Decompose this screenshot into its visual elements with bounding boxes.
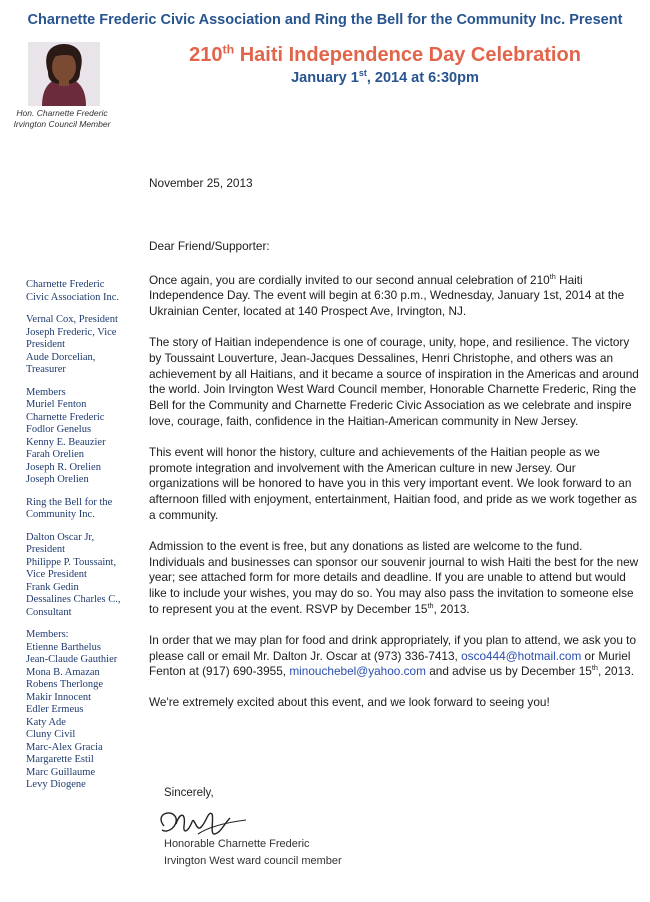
org2-members xyxy=(26,629,138,792)
paragraph-closing: We're extremely excited about this event, and we look forward to seeing you! xyxy=(149,695,550,710)
sidebar-line: Marc Guillaume xyxy=(26,766,96,778)
sidebar-line: Consultant xyxy=(26,606,72,618)
photo-caption xyxy=(6,108,118,130)
date-superscript: st xyxy=(358,68,367,79)
email-link-oscar[interactable]: osco444@hotmail.com xyxy=(461,648,582,663)
sidebar-line: Charnette Frederic xyxy=(26,279,105,290)
sidebar-line: President xyxy=(26,544,66,555)
sidebar-line: Levy Diogene xyxy=(26,779,86,790)
sidebar-line: Katy Ade xyxy=(26,716,66,728)
sidebar-line: Treasurer xyxy=(26,364,66,375)
sidebar-line: Farah Orelien xyxy=(26,449,85,460)
sidebar-line: Makir Innocent xyxy=(26,691,92,703)
text-run: and advise us by December 15 xyxy=(425,664,592,679)
sidebar-line: Edler Ermeus xyxy=(26,704,84,715)
portrait-image xyxy=(28,42,100,106)
date-suffix: , 2014 at 6:30pm xyxy=(366,70,479,86)
sidebar-line: Ring the Bell for the xyxy=(26,496,113,508)
signer-name: Honorable Charnette Frederic xyxy=(164,838,310,850)
caption-name: Hon. Charnette Frederic xyxy=(16,108,108,118)
sidebar-line: Etienne Barthelus xyxy=(26,641,101,653)
sidebar-line: Joseph R. Orelien xyxy=(26,461,101,473)
sidebar-line: Fodlor Genelus xyxy=(26,424,92,435)
text-run: , 2013. xyxy=(433,601,470,616)
sidebar-line: Vice President xyxy=(26,569,87,580)
superscript: th xyxy=(549,271,556,281)
sidebar-line: Charnette Frederic xyxy=(26,411,105,423)
salutation: Dear Friend/Supporter: xyxy=(149,238,270,253)
sidebar-line: Members: xyxy=(26,629,69,640)
email-link-fenton[interactable]: minouchebel@yahoo.com xyxy=(289,664,426,679)
org2-officers xyxy=(26,532,138,620)
sidebar-line: Members xyxy=(26,386,66,398)
text-run: or Muriel Fenton at (917) 690-3955, xyxy=(149,648,631,679)
sidebar-line: Mona B. Amazan xyxy=(26,666,100,678)
closing-salutation: Sincerely, xyxy=(164,787,214,799)
presenters-heading: Charnette Frederic Civic Association and Ring the Bell for the Community Inc. Present xyxy=(27,12,623,28)
text-run: In order that we may plan for food and drink appropriately, if you plan to attend, we ask you to please call or email Mr. Dalton Jr. Oscar at (973) 336-7413, xyxy=(149,632,637,663)
letter-date: November 25, 2013 xyxy=(149,176,253,190)
event-date xyxy=(120,70,650,86)
org2-name xyxy=(26,497,138,522)
sidebar-line: Dalton Oscar Jr, xyxy=(26,531,95,543)
sidebar-line: Joseph Orelien xyxy=(26,474,89,485)
superscript: th xyxy=(591,663,598,673)
sidebar-line: Civic Association Inc. xyxy=(26,291,120,303)
text-run: , 2013. xyxy=(597,664,635,679)
sidebar-line: Margarette Estil xyxy=(26,754,94,765)
sidebar-line: Kenny E. Beauzier xyxy=(26,436,106,448)
paragraph-contact xyxy=(149,633,639,680)
text-run: Haiti Independence Day. The event will begin at 6:30 p.m., Wednesday, January 1st, 2014 at the Ukrainian Center, located at 140 Prospect Ave, Irvington, NJ. xyxy=(149,272,625,319)
sidebar-line: Marc-Alex Gracia xyxy=(26,741,103,753)
event-title xyxy=(120,44,650,67)
sidebar-line: Cluny Civil xyxy=(26,729,76,740)
text-run: Admission to the event is free, but any donations as listed are welcome to the fund. Individuals and businesses can sponsor our souvenir journal to wish Haiti the best for the new year; see attached form for more details and deadline. If you are unable to attend but would like to include your wishes, you may do so. You may also pass the invitation to someone else to represent you at the event. RSVP by December 15 xyxy=(149,538,639,616)
paragraph-invitation xyxy=(149,273,639,320)
signer-block xyxy=(164,836,342,870)
title-text: Haiti Independence Day Celebration xyxy=(234,44,581,66)
sidebar-line: Muriel Fenton xyxy=(26,399,87,410)
date-prefix: January 1 xyxy=(291,70,359,86)
letter-body xyxy=(149,176,639,726)
caption-title: Irvington Council Member xyxy=(13,119,111,129)
org1-officers xyxy=(26,314,138,377)
org1-members xyxy=(26,387,138,487)
org1-name xyxy=(26,279,138,304)
sidebar-line: Jean-Claude Gauthier xyxy=(26,654,118,665)
title-superscript: th xyxy=(222,42,235,57)
sidebar-roster xyxy=(26,279,138,802)
sidebar-line: Aude Dorcelian, xyxy=(26,351,96,363)
sidebar-line: Community Inc. xyxy=(26,509,95,520)
superscript: th xyxy=(427,601,434,611)
signer-title: Irvington West ward council member xyxy=(164,855,342,867)
sidebar-line: Frank Gedin xyxy=(26,581,79,593)
sidebar-line: Dessalines Charles C., xyxy=(26,594,121,605)
paragraph-honor: This event will honor the history, culture and achievements of the Haitian people as we promote integration and involvement with the American culture in new Jersey. Our organizations will be honored to have you in this very important event. We look forward to an afternoon filled with enjoyment, entertainment, Haitian food, and pride as we work together as a community. xyxy=(149,444,637,522)
sidebar-line: Joseph Frederic, Vice xyxy=(26,326,117,338)
council-member-photo xyxy=(28,42,100,106)
sidebar-line: Vernal Cox, President xyxy=(26,314,118,325)
sidebar-line: Robens Therlonge xyxy=(26,679,104,690)
paragraph-history: The story of Haitian independence is one of courage, unity, hope, and resilience. The victory by Toussaint Louverture, Jean-Jacques Dessalines, Henri Christophe, and others was an achievement by all Haitians, and it became a source of inspiration in the Americas and around the world. Join Irvington West Ward Council member, Honorable Charnette Frederic, Ring the Bell for the Community and Charnette Frederic Civic Association as we celebrate and inspire love, courage, faith, confidence in the Haitian-American community in New Jersey. xyxy=(149,334,639,428)
title-number: 210 xyxy=(189,44,223,66)
sidebar-line: Philippe P. Toussaint, xyxy=(26,556,117,568)
paragraph-admission xyxy=(149,539,639,618)
sidebar-line: President xyxy=(26,339,66,350)
text-run: Once again, you are cordially invited to our second annual celebration of 210 xyxy=(149,272,550,287)
